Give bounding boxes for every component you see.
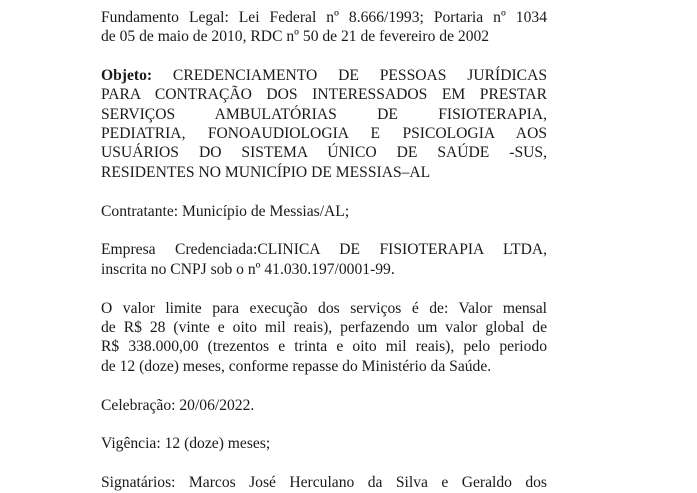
value-line-4: de 12 (doze) meses, conforme repasse do Ministério da Saúde. — [101, 357, 492, 375]
object-line-2: PARA CONTRAÇÃO DOS INTERESSADOS EM PRESTAR — [101, 86, 547, 104]
object-first-text: CREDENCIAMENTO DE PESSOAS JURÍDICAS — [152, 66, 547, 84]
object-line-5: USUÁRIOS DO SISTEMA ÚNICO DE SAÚDE -SUS, — [101, 144, 547, 162]
object-line-3: SERVIÇOS AMBULATÓRIAS DE FISIOTERAPIA, — [101, 105, 547, 123]
object-line-6: RESIDENTES NO MUNICÍPIO DE MESSIAS–AL — [101, 163, 431, 181]
signing-date-paragraph — [101, 396, 547, 415]
validity-line: Vigência: 12 (doze) meses; — [101, 435, 271, 453]
company-line-2: inscrita no CNPJ sob o nº 41.030.197/0001-99. — [101, 260, 395, 278]
legal-basis-line-2: de 05 de maio de 2010, RDC nº 50 de 21 de fevereiro de 2002 — [101, 28, 490, 46]
signatories-line-1: Signatários: Marcos José Herculano da Silva e Geraldo dos — [101, 474, 547, 492]
signing-date-line: Celebração: 20/06/2022. — [101, 396, 255, 414]
signatories-paragraph — [101, 473, 547, 492]
value-paragraph — [101, 299, 547, 377]
object-line-4: PEDIATRIA, FONOAUDIOLOGIA E PSICOLOGIA AOS — [101, 125, 547, 143]
object-paragraph — [101, 66, 547, 182]
legal-basis-line-1: Fundamento Legal: Lei Federal nº 8.666/1993; Portaria nº 1034 — [101, 9, 547, 26]
validity-paragraph — [101, 434, 547, 453]
value-line-3: R$ 338.000,00 (trezentos e trinta e oito mil reais), pelo periodo — [101, 338, 547, 356]
document-body — [101, 0, 547, 493]
contractor-line: Contratante: Município de Messias/AL; — [101, 202, 350, 220]
value-line-1: O valor limite para execução dos serviços é de: Valor mensal — [101, 299, 547, 317]
object-label: Objeto: — [101, 66, 153, 84]
value-line-2: de R$ 28 (vinte e oito mil reais), perfazendo um valor global de — [101, 319, 547, 337]
company-line-1: Empresa Credenciada:CLINICA DE FISIOTERAPIA LTDA, — [101, 241, 547, 259]
contractor-paragraph — [101, 202, 547, 221]
object-line-1 — [101, 66, 547, 85]
legal-basis-paragraph — [101, 8, 547, 47]
company-paragraph — [101, 240, 547, 279]
